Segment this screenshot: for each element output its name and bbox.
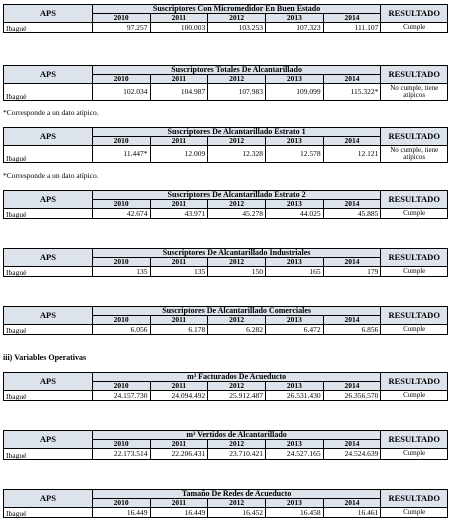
value-cell: 44.025 — [265, 209, 323, 219]
year-header: 2011 — [150, 440, 208, 449]
section-heading: iii) Variables Operativas — [3, 353, 87, 362]
value-cell: 103.253 — [208, 23, 266, 33]
table-title: Suscriptores De Alcantarillado Industriales — [92, 249, 381, 258]
table-title: Tamaño De Redes de Acueducto — [92, 490, 381, 499]
value-cell: 24.527.165 — [265, 449, 323, 460]
data-table — [3, 190, 448, 219]
year-header: 2013 — [265, 258, 323, 267]
data-table — [3, 306, 448, 335]
aps-header: APS — [4, 66, 93, 84]
data-table — [3, 430, 448, 460]
value-cell: 135 — [150, 267, 208, 277]
footnote: *Corresponde a un dato atípico. — [3, 171, 99, 180]
value-cell: 12.328 — [208, 146, 266, 163]
year-header: 2012 — [208, 499, 266, 508]
year-header: 2011 — [150, 137, 208, 146]
year-header: 2014 — [323, 316, 381, 325]
city-cell: Ibagué — [4, 146, 93, 163]
city-cell: Ibagué — [4, 23, 93, 33]
result-header: RESULTADO — [381, 373, 448, 391]
year-header: 2014 — [323, 75, 381, 84]
table-title: Suscriptores Con Micromedidor En Buen Estado — [92, 5, 381, 14]
city-cell: Ibagué — [4, 449, 93, 460]
footnote: *Corresponde a un dato atípico. — [3, 108, 99, 117]
year-header: 2010 — [92, 316, 150, 325]
result-cell: Cumple — [381, 449, 448, 460]
city-cell: Ibagué — [4, 391, 93, 401]
table-row — [4, 84, 448, 101]
value-cell: 179 — [323, 267, 381, 277]
value-cell: 115.322* — [323, 84, 381, 101]
value-cell: 109.099 — [265, 84, 323, 101]
year-header: 2014 — [323, 382, 381, 391]
value-cell: 26.531.430 — [265, 391, 323, 401]
table-header-row — [4, 128, 448, 137]
value-cell: 107.323 — [265, 23, 323, 33]
table-grid — [3, 65, 448, 101]
table-title: Suscriptores De Alcantarillado Comerciales — [92, 307, 381, 316]
table-grid — [3, 190, 448, 219]
table-grid — [3, 4, 448, 33]
value-cell: 16.452 — [208, 508, 266, 518]
year-header: 2010 — [92, 382, 150, 391]
table-header-row — [4, 490, 448, 499]
value-cell: 22.206.431 — [150, 449, 208, 460]
result-header: RESULTADO — [381, 431, 448, 449]
year-header: 2012 — [208, 137, 266, 146]
table-header-row — [4, 307, 448, 316]
result-cell: No cumple, tiene atípicos — [381, 146, 448, 163]
table-row — [4, 449, 448, 460]
aps-header: APS — [4, 307, 93, 325]
value-cell: 16.449 — [150, 508, 208, 518]
table-row — [4, 391, 448, 401]
result-cell: Cumple — [381, 325, 448, 335]
year-header: 2014 — [323, 258, 381, 267]
value-cell: 45.885 — [323, 209, 381, 219]
year-header: 2010 — [92, 137, 150, 146]
result-cell: Cumple — [381, 23, 448, 33]
value-cell: 6.056 — [92, 325, 150, 335]
table-title: Suscriptores De Alcantarillado Estrato 2 — [92, 191, 381, 200]
result-header: RESULTADO — [381, 249, 448, 267]
city-cell: Ibagué — [4, 325, 93, 335]
table-grid — [3, 372, 448, 401]
result-header: RESULTADO — [381, 191, 448, 209]
value-cell: 45.278 — [208, 209, 266, 219]
data-table — [3, 4, 448, 33]
value-cell: 16.461 — [323, 508, 381, 518]
year-header: 2011 — [150, 382, 208, 391]
value-cell: 12.121 — [323, 146, 381, 163]
result-cell: No cumple, tiene atípicos — [381, 84, 448, 101]
year-header: 2011 — [150, 14, 208, 23]
year-header: 2013 — [265, 316, 323, 325]
year-header: 2010 — [92, 200, 150, 209]
value-cell: 12.009 — [150, 146, 208, 163]
table-header-row — [4, 5, 448, 14]
year-header: 2013 — [265, 137, 323, 146]
table-row — [4, 146, 448, 163]
aps-header: APS — [4, 5, 93, 23]
year-header: 2013 — [265, 440, 323, 449]
data-table — [3, 248, 448, 277]
city-cell: Ibagué — [4, 84, 93, 101]
year-header: 2014 — [323, 137, 381, 146]
result-header: RESULTADO — [381, 128, 448, 146]
table-header-row — [4, 191, 448, 200]
aps-header: APS — [4, 490, 93, 508]
result-header: RESULTADO — [381, 66, 448, 84]
value-cell: 6.472 — [265, 325, 323, 335]
result-header: RESULTADO — [381, 307, 448, 325]
result-cell: Cumple — [381, 391, 448, 401]
value-cell: 16.458 — [265, 508, 323, 518]
value-cell: 24.094.492 — [150, 391, 208, 401]
value-cell: 150 — [208, 267, 266, 277]
value-cell: 16.449 — [92, 508, 150, 518]
table-header-row — [4, 249, 448, 258]
year-header: 2012 — [208, 200, 266, 209]
data-table — [3, 372, 448, 401]
year-header: 2013 — [265, 200, 323, 209]
city-cell: Ibagué — [4, 267, 93, 277]
value-cell: 22.173.514 — [92, 449, 150, 460]
year-header: 2014 — [323, 14, 381, 23]
result-header: RESULTADO — [381, 490, 448, 508]
value-cell: 42.674 — [92, 209, 150, 219]
table-grid — [3, 306, 448, 335]
value-cell: 43.971 — [150, 209, 208, 219]
year-header: 2011 — [150, 200, 208, 209]
table-grid — [3, 430, 448, 460]
value-cell: 6.856 — [323, 325, 381, 335]
table-row — [4, 209, 448, 219]
value-cell: 23.710.421 — [208, 449, 266, 460]
year-header: 2012 — [208, 14, 266, 23]
table-header-row — [4, 373, 448, 382]
table-grid — [3, 489, 448, 518]
aps-header: APS — [4, 128, 93, 146]
table-header-row — [4, 431, 448, 440]
value-cell: 104.987 — [150, 84, 208, 101]
year-header: 2012 — [208, 316, 266, 325]
data-table — [3, 127, 448, 163]
value-cell: 100.003 — [150, 23, 208, 33]
year-header: 2014 — [323, 200, 381, 209]
value-cell: 26.356.570 — [323, 391, 381, 401]
table-title: m³ Vertidos de Alcantarillado — [92, 431, 381, 440]
table-row — [4, 325, 448, 335]
result-header: RESULTADO — [381, 5, 448, 23]
value-cell: 102.034 — [92, 84, 150, 101]
year-header: 2012 — [208, 440, 266, 449]
value-cell: 6.178 — [150, 325, 208, 335]
city-cell: Ibagué — [4, 508, 93, 518]
year-header: 2011 — [150, 499, 208, 508]
table-row — [4, 508, 448, 518]
aps-header: APS — [4, 249, 93, 267]
table-grid — [3, 248, 448, 277]
value-cell: 6.282 — [208, 325, 266, 335]
year-header: 2012 — [208, 382, 266, 391]
year-header: 2012 — [208, 75, 266, 84]
table-grid — [3, 127, 448, 163]
value-cell: 135 — [92, 267, 150, 277]
table-title: Suscriptores De Alcantarillado Estrato 1 — [92, 128, 381, 137]
value-cell: 12.578 — [265, 146, 323, 163]
year-header: 2010 — [92, 440, 150, 449]
result-cell: Cumple — [381, 267, 448, 277]
result-cell: Cumple — [381, 508, 448, 518]
year-header: 2011 — [150, 258, 208, 267]
table-title: m³ Facturados De Acueducto — [92, 373, 381, 382]
data-table — [3, 65, 448, 101]
year-header: 2013 — [265, 382, 323, 391]
year-header: 2013 — [265, 499, 323, 508]
table-row — [4, 23, 448, 33]
value-cell: 165 — [265, 267, 323, 277]
city-cell: Ibagué — [4, 209, 93, 219]
value-cell: 24.157.730 — [92, 391, 150, 401]
year-header: 2013 — [265, 14, 323, 23]
year-header: 2010 — [92, 258, 150, 267]
year-header: 2014 — [323, 499, 381, 508]
year-header: 2014 — [323, 440, 381, 449]
aps-header: APS — [4, 191, 93, 209]
value-cell: 107.983 — [208, 84, 266, 101]
table-title: Suscriptores Totales De Alcantarillado — [92, 66, 381, 75]
aps-header: APS — [4, 373, 93, 391]
table-row — [4, 267, 448, 277]
year-header: 2011 — [150, 75, 208, 84]
result-cell: Cumple — [381, 209, 448, 219]
year-header: 2010 — [92, 499, 150, 508]
value-cell: 111.107 — [323, 23, 381, 33]
aps-header: APS — [4, 431, 93, 449]
value-cell: 24.524.639 — [323, 449, 381, 460]
year-header: 2010 — [92, 14, 150, 23]
data-table — [3, 489, 448, 518]
table-header-row — [4, 66, 448, 75]
value-cell: 25.912.487 — [208, 391, 266, 401]
value-cell: 97.257 — [92, 23, 150, 33]
year-header: 2011 — [150, 316, 208, 325]
value-cell: 11.447* — [92, 146, 150, 163]
year-header: 2010 — [92, 75, 150, 84]
year-header: 2012 — [208, 258, 266, 267]
year-header: 2013 — [265, 75, 323, 84]
